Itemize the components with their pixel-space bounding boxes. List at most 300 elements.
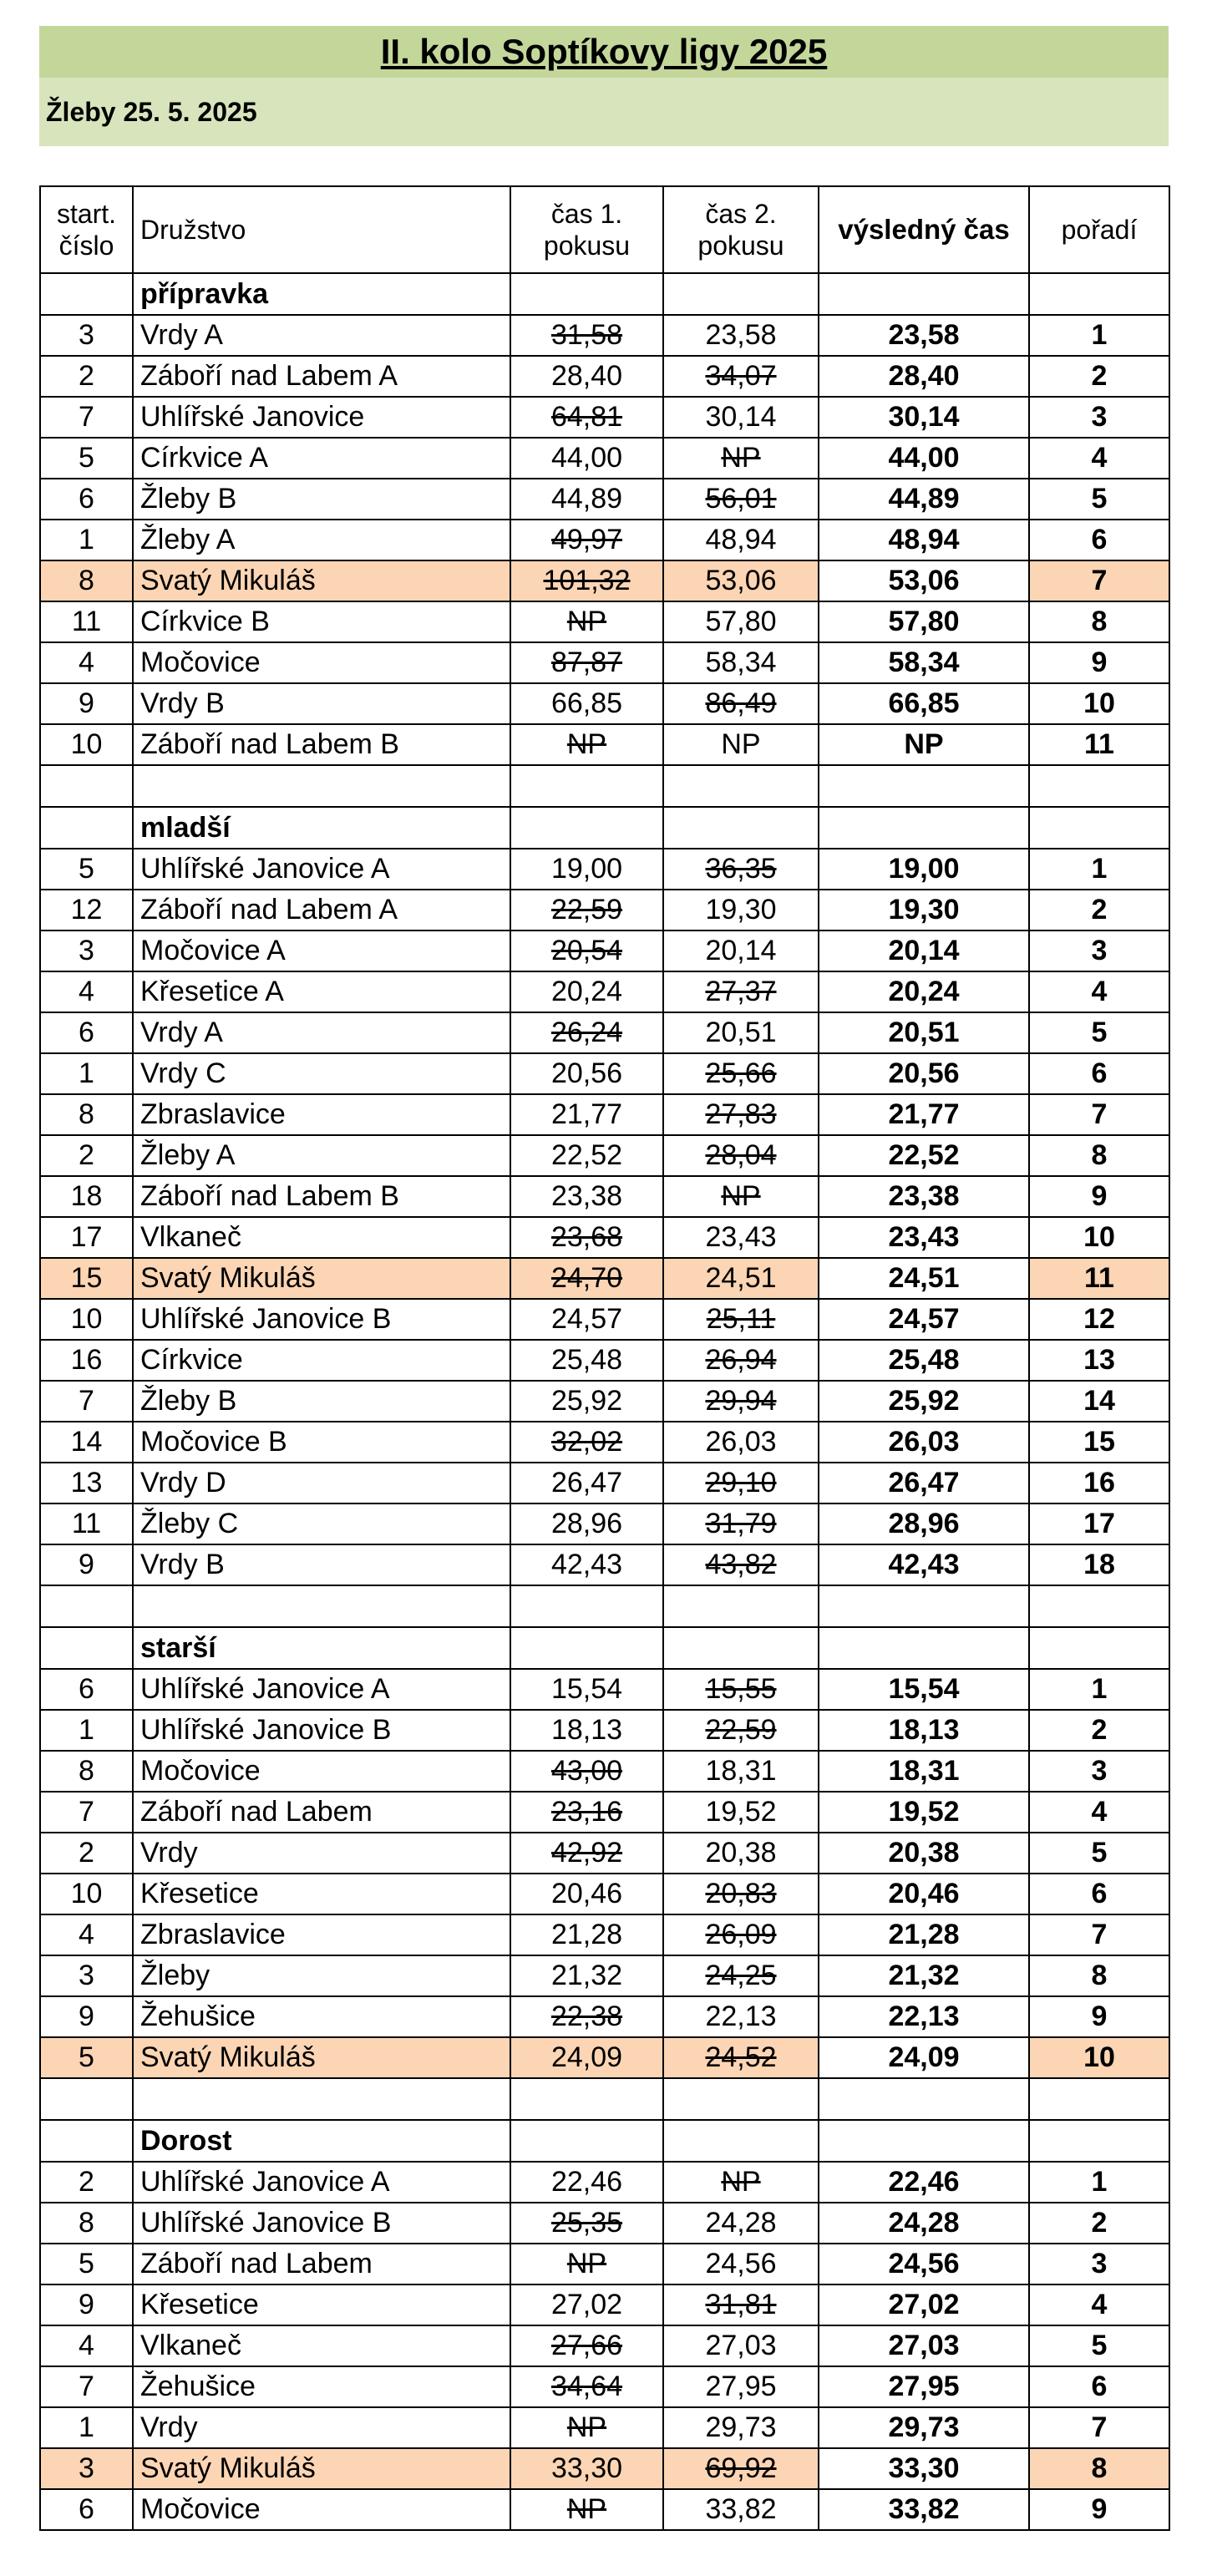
attempt-2-time: 26,09 xyxy=(663,1914,819,1955)
start-number: 3 xyxy=(40,1955,133,1996)
subtitle-banner xyxy=(39,78,1169,146)
attempt-1-time: NP xyxy=(510,2244,663,2284)
attempt-2-time: 29,73 xyxy=(663,2407,819,2448)
empty-cell xyxy=(40,273,133,315)
team-name: Křesetice xyxy=(133,1874,510,1914)
rank: 6 xyxy=(1029,1053,1169,1094)
empty-cell xyxy=(663,1585,819,1627)
attempt-1-time: 22,59 xyxy=(510,890,663,931)
rank: 8 xyxy=(1029,1955,1169,1996)
rank: 4 xyxy=(1029,2284,1169,2325)
attempt-2-time: 23,58 xyxy=(663,315,819,356)
empty-cell xyxy=(510,2078,663,2120)
start-number: 8 xyxy=(40,560,133,601)
rank: 14 xyxy=(1029,1381,1169,1422)
table-row xyxy=(40,1955,1169,1996)
attempt-1-time: NP xyxy=(510,2407,663,2448)
rank: 16 xyxy=(1029,1463,1169,1504)
empty-cell xyxy=(40,1627,133,1669)
rank: 17 xyxy=(1029,1504,1169,1544)
start-number: 16 xyxy=(40,1340,133,1381)
rank: 1 xyxy=(1029,1669,1169,1710)
rank: 2 xyxy=(1029,1710,1169,1751)
header-attempt-1: čas 1. pokusu xyxy=(510,186,663,273)
attempt-2-time: 33,82 xyxy=(663,2489,819,2530)
table-row xyxy=(40,1544,1169,1585)
page-title: II. kolo Soptíkovy ligy 2025 xyxy=(380,32,828,71)
team-name: Žehušice xyxy=(133,1996,510,2037)
attempt-2-time: 27,37 xyxy=(663,971,819,1012)
rank: 1 xyxy=(1029,849,1169,890)
result-time: 21,77 xyxy=(819,1094,1029,1135)
header-result-time: výsledný čas xyxy=(819,186,1029,273)
team-name: Uhlířské Janovice B xyxy=(133,1299,510,1340)
start-number: 9 xyxy=(40,1544,133,1585)
table-row xyxy=(40,971,1169,1012)
rank: 9 xyxy=(1029,1996,1169,2037)
attempt-1-time: 27,02 xyxy=(510,2284,663,2325)
result-time: 19,00 xyxy=(819,849,1029,890)
attempt-1-time: 26,24 xyxy=(510,1012,663,1053)
rank: 15 xyxy=(1029,1422,1169,1463)
table-row xyxy=(40,2448,1169,2489)
attempt-1-time: 22,52 xyxy=(510,1135,663,1176)
start-number: 2 xyxy=(40,1135,133,1176)
attempt-1-time: 19,00 xyxy=(510,849,663,890)
table-row xyxy=(40,2366,1169,2407)
attempt-1-time: 22,38 xyxy=(510,1996,663,2037)
result-time: 25,92 xyxy=(819,1381,1029,1422)
attempt-2-time: 31,81 xyxy=(663,2284,819,2325)
empty-cell xyxy=(663,1627,819,1669)
empty-cell xyxy=(510,1585,663,1627)
attempt-2-time: 15,55 xyxy=(663,1669,819,1710)
team-name: Svatý Mikuláš xyxy=(133,2448,510,2489)
attempt-2-time: 22,13 xyxy=(663,1996,819,2037)
empty-cell xyxy=(663,807,819,849)
result-time: 20,38 xyxy=(819,1833,1029,1874)
team-name: Uhlířské Janovice A xyxy=(133,1669,510,1710)
attempt-1-time: 22,46 xyxy=(510,2162,663,2203)
team-name: Vrdy D xyxy=(133,1463,510,1504)
attempt-1-time: 43,00 xyxy=(510,1751,663,1792)
empty-cell xyxy=(819,765,1029,807)
attempt-2-time: 20,38 xyxy=(663,1833,819,1874)
header-team: Družstvo xyxy=(133,186,510,273)
start-number: 9 xyxy=(40,2284,133,2325)
table-row xyxy=(40,2325,1169,2366)
attempt-1-time: 23,38 xyxy=(510,1176,663,1217)
start-number: 18 xyxy=(40,1176,133,1217)
table-row xyxy=(40,1299,1169,1340)
table-row xyxy=(40,849,1169,890)
team-name: Vrdy C xyxy=(133,1053,510,1094)
result-time: 26,47 xyxy=(819,1463,1029,1504)
team-name: Močovice B xyxy=(133,1422,510,1463)
start-number: 17 xyxy=(40,1217,133,1258)
team-name: Vlkaneč xyxy=(133,2325,510,2366)
table-row xyxy=(40,1751,1169,1792)
result-time: 23,43 xyxy=(819,1217,1029,1258)
table-row xyxy=(40,2244,1169,2284)
attempt-2-time: 19,30 xyxy=(663,890,819,931)
table-row xyxy=(40,1792,1169,1833)
rank: 5 xyxy=(1029,1833,1169,1874)
attempt-2-time: 31,79 xyxy=(663,1504,819,1544)
team-name: Vrdy A xyxy=(133,1012,510,1053)
table-row xyxy=(40,397,1169,438)
table-row xyxy=(40,1463,1169,1504)
result-time: 19,52 xyxy=(819,1792,1029,1833)
start-number: 3 xyxy=(40,931,133,971)
team-name: Uhlířské Janovice A xyxy=(133,2162,510,2203)
team-name: Křesetice xyxy=(133,2284,510,2325)
attempt-2-time: 24,56 xyxy=(663,2244,819,2284)
result-time: 27,95 xyxy=(819,2366,1029,2407)
attempt-1-time: 21,32 xyxy=(510,1955,663,1996)
rank: 3 xyxy=(1029,1751,1169,1792)
team-name: Žleby A xyxy=(133,520,510,560)
team-name: Vrdy xyxy=(133,2407,510,2448)
team-name: Církvice xyxy=(133,1340,510,1381)
result-time: 18,13 xyxy=(819,1710,1029,1751)
result-time: 23,38 xyxy=(819,1176,1029,1217)
start-number: 9 xyxy=(40,683,133,724)
table-row xyxy=(40,642,1169,683)
attempt-1-time: 42,43 xyxy=(510,1544,663,1585)
result-time: 42,43 xyxy=(819,1544,1029,1585)
result-time: 33,82 xyxy=(819,2489,1029,2530)
table-row xyxy=(40,1996,1169,2037)
team-name: Uhlířské Janovice A xyxy=(133,849,510,890)
result-time: 20,46 xyxy=(819,1874,1029,1914)
table-row xyxy=(40,560,1169,601)
header-row xyxy=(40,186,1169,273)
start-number: 6 xyxy=(40,2489,133,2530)
result-time: 58,34 xyxy=(819,642,1029,683)
start-number: 7 xyxy=(40,1792,133,1833)
result-time: 20,56 xyxy=(819,1053,1029,1094)
table-row xyxy=(40,1669,1169,1710)
team-name: Žleby A xyxy=(133,1135,510,1176)
table-row xyxy=(40,1504,1169,1544)
team-name: Svatý Mikuláš xyxy=(133,2037,510,2078)
category-row xyxy=(40,1627,1169,1669)
attempt-1-time: 25,35 xyxy=(510,2203,663,2244)
team-name: Křesetice A xyxy=(133,971,510,1012)
table-row xyxy=(40,1094,1169,1135)
rank: 3 xyxy=(1029,931,1169,971)
result-time: 23,58 xyxy=(819,315,1029,356)
attempt-2-time: 25,66 xyxy=(663,1053,819,1094)
start-number: 11 xyxy=(40,601,133,642)
result-time: 27,02 xyxy=(819,2284,1029,2325)
rank: 6 xyxy=(1029,2366,1169,2407)
attempt-2-time: 53,06 xyxy=(663,560,819,601)
attempt-2-time: 43,82 xyxy=(663,1544,819,1585)
attempt-2-time: 30,14 xyxy=(663,397,819,438)
attempt-1-time: 64,81 xyxy=(510,397,663,438)
result-time: 33,30 xyxy=(819,2448,1029,2489)
attempt-2-time: 25,11 xyxy=(663,1299,819,1340)
team-name: Záboří nad Labem B xyxy=(133,1176,510,1217)
attempt-2-time: 58,34 xyxy=(663,642,819,683)
rank: 12 xyxy=(1029,1299,1169,1340)
attempt-2-time: 24,52 xyxy=(663,2037,819,2078)
table-row xyxy=(40,724,1169,765)
empty-cell xyxy=(819,1627,1029,1669)
category-name: přípravka xyxy=(133,273,510,315)
team-name: Svatý Mikuláš xyxy=(133,560,510,601)
result-time: 44,89 xyxy=(819,479,1029,520)
team-name: Močovice xyxy=(133,642,510,683)
empty-cell xyxy=(819,273,1029,315)
result-time: 20,24 xyxy=(819,971,1029,1012)
result-time: 22,52 xyxy=(819,1135,1029,1176)
empty-cell xyxy=(40,2120,133,2162)
team-name: Záboří nad Labem A xyxy=(133,890,510,931)
table-row xyxy=(40,1053,1169,1094)
attempt-2-time: 27,83 xyxy=(663,1094,819,1135)
rank: 10 xyxy=(1029,683,1169,724)
result-time: 29,73 xyxy=(819,2407,1029,2448)
attempt-1-time: NP xyxy=(510,724,663,765)
start-number: 4 xyxy=(40,971,133,1012)
start-number: 1 xyxy=(40,1710,133,1751)
start-number: 14 xyxy=(40,1422,133,1463)
attempt-1-time: 66,85 xyxy=(510,683,663,724)
table-row xyxy=(40,1422,1169,1463)
table-row xyxy=(40,601,1169,642)
rank: 4 xyxy=(1029,971,1169,1012)
empty-cell xyxy=(1029,273,1169,315)
table-row xyxy=(40,438,1169,479)
empty-cell xyxy=(40,1585,133,1627)
rank: 8 xyxy=(1029,1135,1169,1176)
start-number: 15 xyxy=(40,1258,133,1299)
team-name: Žleby xyxy=(133,1955,510,1996)
result-time: 53,06 xyxy=(819,560,1029,601)
category-name: Dorost xyxy=(133,2120,510,2162)
attempt-2-time: 24,51 xyxy=(663,1258,819,1299)
rank: 11 xyxy=(1029,1258,1169,1299)
result-time: 19,30 xyxy=(819,890,1029,931)
result-time: 44,00 xyxy=(819,438,1029,479)
start-number: 4 xyxy=(40,642,133,683)
result-time: 24,09 xyxy=(819,2037,1029,2078)
attempt-2-time: NP xyxy=(663,724,819,765)
table-row xyxy=(40,1381,1169,1422)
attempt-1-time: NP xyxy=(510,2489,663,2530)
team-name: Vrdy B xyxy=(133,683,510,724)
start-number: 5 xyxy=(40,849,133,890)
category-row xyxy=(40,2120,1169,2162)
table-row xyxy=(40,1176,1169,1217)
rank: 11 xyxy=(1029,724,1169,765)
result-time: 24,28 xyxy=(819,2203,1029,2244)
attempt-2-time: 26,94 xyxy=(663,1340,819,1381)
table-row xyxy=(40,2489,1169,2530)
attempt-2-time: 48,94 xyxy=(663,520,819,560)
attempt-1-time: 23,68 xyxy=(510,1217,663,1258)
rank: 9 xyxy=(1029,2489,1169,2530)
attempt-1-time: 24,70 xyxy=(510,1258,663,1299)
rank: 1 xyxy=(1029,2162,1169,2203)
rank: 4 xyxy=(1029,438,1169,479)
rank: 7 xyxy=(1029,1094,1169,1135)
empty-cell xyxy=(819,1585,1029,1627)
spacer-row xyxy=(40,2078,1169,2120)
empty-cell xyxy=(819,2120,1029,2162)
title-banner xyxy=(39,26,1169,78)
attempt-1-time: 20,24 xyxy=(510,971,663,1012)
event-date-location: Žleby 25. 5. 2025 xyxy=(46,97,257,127)
empty-cell xyxy=(510,273,663,315)
table-row xyxy=(40,2407,1169,2448)
empty-cell xyxy=(1029,765,1169,807)
start-number: 10 xyxy=(40,1874,133,1914)
table-row xyxy=(40,931,1169,971)
empty-cell xyxy=(510,807,663,849)
table-row xyxy=(40,356,1169,397)
rank: 6 xyxy=(1029,520,1169,560)
start-number: 8 xyxy=(40,1751,133,1792)
start-number: 5 xyxy=(40,2244,133,2284)
start-number: 10 xyxy=(40,724,133,765)
attempt-2-time: 20,83 xyxy=(663,1874,819,1914)
result-time: 20,51 xyxy=(819,1012,1029,1053)
start-number: 3 xyxy=(40,2448,133,2489)
rank: 3 xyxy=(1029,397,1169,438)
start-number: 1 xyxy=(40,1053,133,1094)
empty-cell xyxy=(510,1627,663,1669)
attempt-2-time: 27,03 xyxy=(663,2325,819,2366)
rank: 9 xyxy=(1029,642,1169,683)
rank: 5 xyxy=(1029,2325,1169,2366)
table-row xyxy=(40,1135,1169,1176)
table-row xyxy=(40,2037,1169,2078)
table-row xyxy=(40,1340,1169,1381)
header-rank: pořadí xyxy=(1029,186,1169,273)
table-row xyxy=(40,1914,1169,1955)
result-time: NP xyxy=(819,724,1029,765)
category-row xyxy=(40,807,1169,849)
attempt-2-time: 57,80 xyxy=(663,601,819,642)
team-name: Močovice xyxy=(133,1751,510,1792)
table-row xyxy=(40,2203,1169,2244)
result-time: 18,31 xyxy=(819,1751,1029,1792)
team-name: Uhlířské Janovice B xyxy=(133,2203,510,2244)
rank: 5 xyxy=(1029,1012,1169,1053)
team-name: Záboří nad Labem B xyxy=(133,724,510,765)
empty-cell xyxy=(1029,2120,1169,2162)
rank: 8 xyxy=(1029,2448,1169,2489)
empty-cell xyxy=(1029,807,1169,849)
start-number: 7 xyxy=(40,397,133,438)
attempt-1-time: 44,89 xyxy=(510,479,663,520)
rank: 2 xyxy=(1029,890,1169,931)
attempt-1-time: 24,57 xyxy=(510,1299,663,1340)
team-name: Zbraslavice xyxy=(133,1094,510,1135)
result-time: 28,40 xyxy=(819,356,1029,397)
team-name: Vrdy A xyxy=(133,315,510,356)
results-table xyxy=(39,185,1170,2531)
start-number: 4 xyxy=(40,1914,133,1955)
table-row xyxy=(40,1710,1169,1751)
empty-cell xyxy=(133,2078,510,2120)
result-time: 66,85 xyxy=(819,683,1029,724)
attempt-2-time: 34,07 xyxy=(663,356,819,397)
category-name: starší xyxy=(133,1627,510,1669)
empty-cell xyxy=(663,273,819,315)
empty-cell xyxy=(819,807,1029,849)
result-time: 15,54 xyxy=(819,1669,1029,1710)
start-number: 7 xyxy=(40,2366,133,2407)
table-row xyxy=(40,520,1169,560)
start-number: 5 xyxy=(40,2037,133,2078)
result-time: 30,14 xyxy=(819,397,1029,438)
rank: 7 xyxy=(1029,2407,1169,2448)
team-name: Zbraslavice xyxy=(133,1914,510,1955)
start-number: 2 xyxy=(40,1833,133,1874)
attempt-2-time: NP xyxy=(663,2162,819,2203)
rank: 10 xyxy=(1029,2037,1169,2078)
empty-cell xyxy=(510,2120,663,2162)
header-attempt-2: čas 2. pokusu xyxy=(663,186,819,273)
rank: 7 xyxy=(1029,560,1169,601)
result-time: 24,56 xyxy=(819,2244,1029,2284)
attempt-1-time: 21,28 xyxy=(510,1914,663,1955)
rank: 2 xyxy=(1029,2203,1169,2244)
rank: 8 xyxy=(1029,601,1169,642)
empty-cell xyxy=(1029,1585,1169,1627)
table-row xyxy=(40,1874,1169,1914)
rank: 18 xyxy=(1029,1544,1169,1585)
result-time: 21,32 xyxy=(819,1955,1029,1996)
team-name: Záboří nad Labem xyxy=(133,1792,510,1833)
empty-cell xyxy=(40,765,133,807)
attempt-1-time: 42,92 xyxy=(510,1833,663,1874)
attempt-1-time: 31,58 xyxy=(510,315,663,356)
attempt-1-time: 25,92 xyxy=(510,1381,663,1422)
attempt-2-time: 22,59 xyxy=(663,1710,819,1751)
table-row xyxy=(40,1012,1169,1053)
start-number: 6 xyxy=(40,1012,133,1053)
result-time: 24,51 xyxy=(819,1258,1029,1299)
attempt-2-time: 27,95 xyxy=(663,2366,819,2407)
result-time: 21,28 xyxy=(819,1914,1029,1955)
attempt-2-time: NP xyxy=(663,1176,819,1217)
result-time: 57,80 xyxy=(819,601,1029,642)
table-row xyxy=(40,683,1169,724)
table-row xyxy=(40,890,1169,931)
start-number: 2 xyxy=(40,356,133,397)
start-number: 5 xyxy=(40,438,133,479)
rank: 5 xyxy=(1029,479,1169,520)
attempt-2-time: 20,51 xyxy=(663,1012,819,1053)
rank: 7 xyxy=(1029,1914,1169,1955)
attempt-1-time: 33,30 xyxy=(510,2448,663,2489)
attempt-1-time: 20,46 xyxy=(510,1874,663,1914)
empty-cell xyxy=(819,2078,1029,2120)
team-name: Církvice A xyxy=(133,438,510,479)
team-name: Močovice A xyxy=(133,931,510,971)
rank: 10 xyxy=(1029,1217,1169,1258)
start-number: 12 xyxy=(40,890,133,931)
empty-cell xyxy=(1029,2078,1169,2120)
attempt-2-time: 29,94 xyxy=(663,1381,819,1422)
empty-cell xyxy=(663,2078,819,2120)
